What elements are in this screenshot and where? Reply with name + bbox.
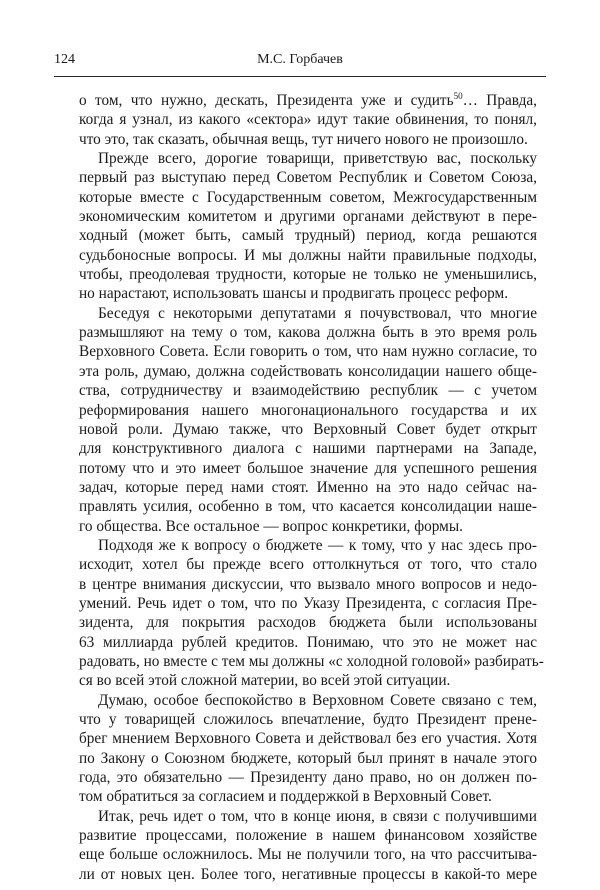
text-line [79,439,537,458]
text-line [79,536,537,555]
text-line [79,865,537,884]
text-line [79,710,537,729]
text-line [79,168,537,187]
text-line [79,381,537,400]
text-line [79,633,537,652]
line-text: ли от новых цен. Более того, негативные процессы в какой-то мере [79,865,537,883]
line-text: Итак, речь идет о том, что в конце июня, в связи с получившими [98,807,537,825]
line-text: первый раз выступаю перед Советом Республик и Советом Союза, [79,169,537,187]
line-text: Подходя же к вопросу о бюджете — к тому, что у нас здесь про- [98,536,537,554]
text-line [79,130,537,149]
text-line [79,110,537,129]
text-line [79,826,537,845]
text-line [79,594,537,613]
text-line [79,652,544,671]
text-line [79,207,537,226]
text-line [79,420,537,439]
line-text: ся во всей этой сложной материи, во всей этой ситуации. [79,672,451,690]
line-text: ства, сотрудничеству и взаимодействию республик — с учетом [79,382,537,400]
text-line [79,284,537,303]
line-text: которые вместе с Государственным советом, Межгосударственным [79,188,537,206]
body-text [79,91,544,884]
line-text: Думаю, особое беспокойство в Верховном Совете связано с тем, [98,691,537,709]
text-line [79,787,537,806]
line-text: когда я узнал, из какого «сектора» идут такие обвинения, то понял, [79,111,537,129]
line-text: Беседуя с некоторыми депутатами я почувствовал, что многие [98,304,537,322]
text-line [79,671,537,690]
text-line [79,265,537,284]
text-line [79,555,537,574]
line-text: чтобы, преодолевая трудности, которые не только не уменьшились, [79,266,537,284]
line-text: потому что и это имеет большое значение для успешного решения [79,459,537,477]
text-line [79,362,537,381]
text-line [79,845,537,864]
line-text: о том, что нужно, дескать, Президента уже и судить [79,92,454,109]
text-line [79,768,537,787]
text-line [79,478,537,497]
text-line [79,401,537,420]
line-text: умений. Речь идет о том, что по Указу Президента, с согласия Пре- [79,594,537,612]
line-text: ходный (может быть, самый трудный) период, когда решаются [79,227,537,245]
line-text: по Закону о Союзном бюджете, который был принят в начале этого [79,749,537,767]
text-line [79,342,537,361]
text-line [79,517,537,536]
line-text: задач, которые перед нами стоят. Именно на это надо сейчас на- [79,478,537,496]
text-line [79,149,537,168]
line-text: экономическим комитетом и другими органами действуют в пере- [79,208,537,226]
line-text: для конструктивного диалога с нашими партнерами на Западе, [79,440,537,458]
text-line [79,575,537,594]
line-text: новой роли. Думаю также, что Верховный Совет будет открыт [79,420,537,438]
line-text: Верховного Совета. Если говорить о том, что нам нужно согласие, то [79,343,537,361]
text-line [79,304,537,323]
page-number: 124 [54,52,75,67]
text-line [79,459,537,478]
text-line [79,497,537,516]
line-text: зидента, для покрытия расходов бюджета были использованы [79,614,537,632]
text-line [79,246,537,265]
line-text: Прежде всего, дорогие товарищи, приветствую вас, поскольку [98,150,537,168]
line-text-tail: … Правда, [462,92,537,109]
line-text: исходит, хотел бы прежде всего оттолкнуться от того, что стало [79,556,537,574]
text-line [79,91,537,110]
line-text: правлять усилия, особенно в том, что касается консолидации наше- [79,498,537,516]
line-text: в центре внимания дискуссии, что вызвало много вопросов и недо- [79,575,537,593]
line-text: брег мнением Верховного Совета и действовал без его участия. Хотя [79,730,537,748]
line-text: эта роль, думаю, должна содействовать консолидации нашего обще- [79,362,537,380]
line-text: но нарастают, использовать шансы и продвигать процесс реформ. [79,285,509,303]
line-text: 63 миллиарда рублей кредитов. Понимаю, что это не может нас [79,633,537,651]
header-rule [54,76,546,77]
text-line [79,188,537,207]
line-text: что у товарищей сложилось впечатление, будто Президент прене- [79,711,537,728]
line-text: го общества. Все остальное — вопрос конкретики, формы. [79,517,463,535]
line-text: года, это обязательно — Президенту дано право, но он должен по- [79,769,537,787]
line-text: еще больше осложнилось. Мы не получили того, на что рассчитыва- [79,846,537,864]
line-text: радовать, но вместе с тем мы должны «с холодной головой» разбирать- [79,652,544,670]
text-line [79,226,537,245]
line-text: развитие процессами, положение в нашем финансовом хозяйстве [79,827,537,845]
text-line [79,613,537,632]
line-text: судьбоносные вопросы. И мы должны найти правильные подходы, [79,246,537,264]
line-text: том обратиться за согласием и поддержкой в Верховный Совет. [79,788,492,806]
text-line [79,749,537,768]
line-text: реформирования нашего многонационального государства и их [79,401,537,419]
footnote-marker: 50 [453,91,463,101]
running-head: М.С. Горбачев [257,52,343,67]
text-line [79,729,537,748]
text-line [79,807,537,826]
line-text: что это, так сказать, обычная вещь, тут ничего нового не произошло. [79,130,528,148]
text-line [79,691,537,710]
line-text: размышляют на тему о том, какова должна быть в это время роль [79,324,537,342]
text-line [79,323,537,342]
